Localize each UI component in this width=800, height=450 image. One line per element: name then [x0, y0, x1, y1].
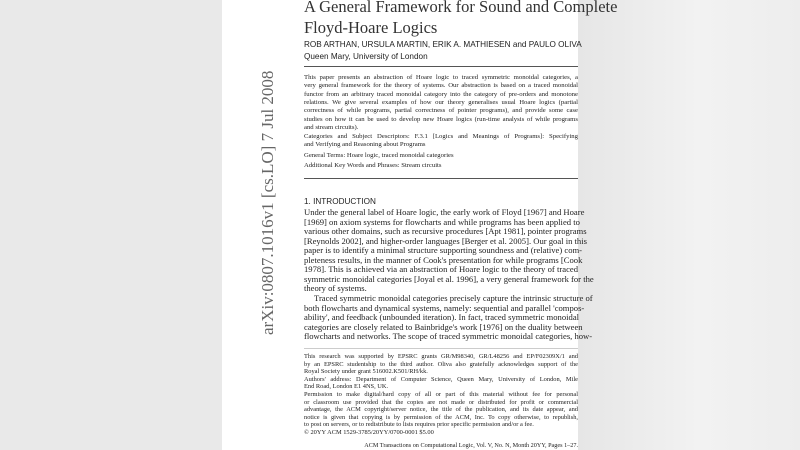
footnote-rule [304, 348, 578, 349]
body-line: symmetric monoidal categories [Joyal et al. 1996], a very general framework for the [304, 273, 594, 284]
categories-line-1: Categories and Subject Descriptors: F.3.1 [Logics and Meanings of Programs]: Specifying [304, 133, 578, 140]
body-line: both flowcharts and dynamical systems, namely: sequential and parallel 'compos- [304, 302, 585, 313]
body-line: various other domains, such as recursive procedures [Apt 1981], pointer programs [304, 226, 587, 237]
body-line: paper is to identify a minimal structure supporting soundness and (relative) com- [304, 245, 583, 256]
paper-title-line-1: A General Framework for Sound and Complete [304, 0, 618, 16]
body-line: 1978]. This is achieved via an abstraction of Hoare logic to the theory of traced [304, 264, 578, 275]
body-line: Traced symmetric monoidal categories precisely capture the intrinsic structure of [314, 292, 593, 303]
abstract-line: This paper presents an abstraction of Hoare logic to traced symmetric monoidal categories, a [304, 74, 578, 81]
page-footer: ACM Transactions on Computational Logic, Vol. V, No. N, Month 20YY, Pages 1–27. [364, 442, 578, 449]
abstract-line: and stream circuits). [304, 123, 359, 131]
general-terms: General Terms: Hoare logic, traced monoidal categories [304, 152, 454, 159]
abstract-line: correctness of while programs, partial correctness of pointer programs), and provide some case [304, 107, 578, 115]
abstract-line: relations. We give several examples of how our theory generalises usual Hoare logics (partial [304, 98, 578, 106]
body-line: pleteness results, in the manner of Cook's presentation for while programs [Cook [304, 254, 583, 265]
divider [304, 178, 578, 179]
body-line: [1969] on axiom systems for flowcharts and while programs has been applied to [304, 216, 580, 227]
categories-line-2: and Verifying and Reasoning about Programs [304, 141, 426, 148]
footnote-line: to post on servers, or to redistribute to lists requires prior specific permission and/or a fee. [304, 421, 534, 429]
body-line: [Reynolds 2002], and higher-order languages [Berger et al. 2005]. Our goal in this [304, 235, 587, 246]
body-line: Under the general label of Hoare logic, the early work of Floyd [1967] and Hoare [304, 207, 585, 217]
footnote-line: by an EPSRC studentship to the third author. Oliva also gratefully acknowledges support of the [304, 360, 578, 368]
divider [304, 66, 578, 67]
footnote-line: This research was supported by EPSRC grants GR/M98340, GR/L48256 and EP/F02309X/1 and [304, 353, 578, 360]
paper-page [222, 0, 618, 450]
footnote-line: Authors' address: Department of Computer Science, Queen Mary, University of London, Mile [304, 375, 578, 383]
footnote-line: or classroom use provided that the copies are not made or distributed for profit or commercial [304, 398, 578, 406]
section-heading: 1. INTRODUCTION [304, 197, 376, 206]
keywords: Additional Key Words and Phrases: Stream circuits [304, 162, 442, 169]
body-line: flowcharts and networks. The scope of traced symmetric monoidal categories, how- [304, 331, 593, 342]
footnote-line: notice is given that copying is by permission of the ACM, Inc. To copy otherwise, to republish, [304, 413, 578, 421]
footnote-line: advantage, the ACM copyright/server notice, the title of the publication, and its date appear, and [304, 406, 578, 414]
paper-title-line-2: Floyd-Hoare Logics [304, 18, 438, 37]
abstract-line: very general framework for the theory of systems. Our abstraction is based on a traced monoidal [304, 82, 578, 90]
body-line: theory of systems. [304, 283, 367, 294]
footnote-line: © 20YY ACM 1529-3785/20YY/0700-0001 $5.00 [304, 429, 434, 436]
abstract-line: functor from an arbitrary traced monoidal category into the category of pre-orders and monotone [304, 90, 578, 98]
footnote-line: End Road, London E1 4NS, UK. [304, 383, 389, 391]
arxiv-stamp: arXiv:0807.1016v1 [cs.LO] 7 Jul 2008 [258, 70, 277, 335]
footnote-line: Royal Society under grant 516002.K501/RH/kk. [304, 368, 428, 376]
body-line: categories are closely related to Bainbridge's work [1976] on the duality between [304, 321, 583, 332]
affiliation: Queen Mary, University of London [304, 52, 428, 61]
body-line: ability', and feedback (unbounded iteration). In fact, traced symmetric monoidal [304, 312, 580, 323]
authors: ROB ARTHAN, URSULA MARTIN, ERIK A. MATHIESEN and PAULO OLIVA [304, 40, 582, 49]
footnote-line: Permission to make digital/hard copy of all or part of this material without fee for personal [304, 391, 578, 398]
abstract-line: studies on how it can be used to develop new Hoare logics (run-time analysis of while programs [304, 115, 578, 123]
